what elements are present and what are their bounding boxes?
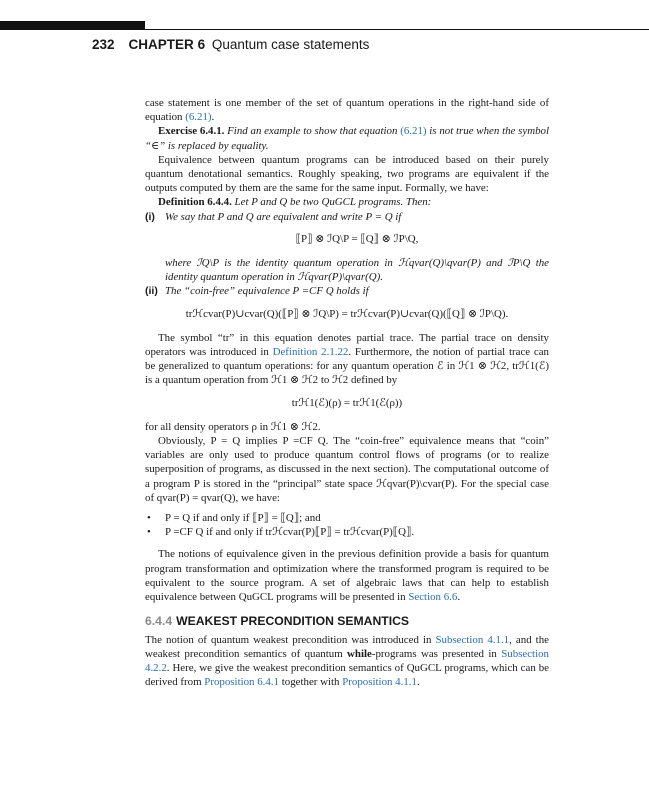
equation-partial-trace: trℋ1(ℰ)(ρ) = trℋ1(ℰ(ρ)) — [291, 396, 403, 409]
equation-link[interactable]: (6.21) — [400, 125, 427, 138]
paragraph-partial-trace: The symbol “tr” in this equation denotes partial trace. The partial trace on density operators was introduced in Definition 2.1.22. Furthermore, the notion of partial trace can be generalized to quantum operations: for any quantum operation ℰ in ℋ1 ⊗ ℋ2, trℋ1(ℰ) is a quantum operation from ℋ1 ⊗ ℋ2 to ℋ2 defined by — [145, 331, 549, 387]
bullet-item: • P = Q if and only if ⟦P⟧ = ⟦Q⟧; and — [147, 512, 321, 525]
chapter-number: 6 — [197, 37, 206, 52]
bullet-item: • P =CF Q if and only if trℋcvar(P)⟦P⟧ = trℋcvar(P)⟦Q⟧. — [147, 526, 415, 539]
equation-equivalence: ⟦P⟧ ⊗ ℐQ\P = ⟦Q⟧ ⊗ ℐP\Q, — [295, 232, 419, 245]
equation-link[interactable]: (6.21) — [185, 111, 212, 124]
page-body — [145, 96, 549, 689]
definition-item-ii: (ii) The “coin-free” equivalence P =CF Q holds if — [145, 285, 369, 298]
exercise-label: Exercise 6.4.1. — [158, 125, 225, 138]
definition: Definition 6.4.4. Let P and Q be two QuGCL programs. Then: — [158, 196, 432, 209]
item-marker: (i) — [145, 210, 155, 223]
paragraph-weakest-precondition: The notion of quantum weakest precondition was introduced in Subsection 4.1.1, and the weakest precondition semantics of quantum while-programs was presented in Subsection 4.2.2. Here, we give the weakest precondition semantics of QuGCL programs, which can be derived from Proposition 6.4.1 together with Proposition 4.1.1. — [145, 633, 549, 689]
subsection-link[interactable]: Subsection 4.2.2 — [145, 647, 549, 674]
chapter-title: Quantum case statements — [211, 37, 370, 52]
page-number: 232 — [92, 37, 115, 52]
running-header — [92, 37, 369, 52]
paragraph-density-operators: for all density operators ρ in ℋ1 ⊗ ℋ2. — [145, 420, 321, 433]
paragraph-equivalence: Equivalence between quantum programs can be introduced based on their purely quantum denotational semantics. Roughly speaking, two programs are equivalent if the outputs computed by them are the same for the same input. Formally, we have: — [145, 153, 549, 195]
paragraph-transformation: The notions of equivalence given in the previous definition provide a basis for quantum program transformation and optimization where the transformed program is required to be equivalent to the source program. A set of algebraic laws that can help to establish equivalence between QuGCL programs will be presented in Section 6.6. — [145, 548, 549, 604]
exercise: Exercise 6.4.1. Find an example to show that equation (6.21) is not true when the symbol “∈” is replaced by equality. — [145, 125, 549, 152]
definition-link[interactable]: Definition 2.1.22 — [272, 346, 349, 359]
definition-label: Definition 6.4.4. — [158, 196, 232, 209]
equation-coin-free: trℋcvar(P)∪cvar(Q)(⟦P⟧ ⊗ ℐQ\P) = trℋcvar(P)∪cvar(Q)(⟦Q⟧ ⊗ ℐP\Q). — [185, 307, 509, 320]
proposition-link[interactable]: Proposition 6.4.1 — [204, 676, 280, 689]
definition-item-i: (i) We say that P and Q are equivalent and write P = Q if ⟦P⟧ ⊗ ℐQ\P = ⟦Q⟧ ⊗ ℐP\Q, where ℐQ\P is the identity quantum operation in ℋqvar(Q)\qvar(P) and ℐP\Q the identity quantum operation in ℋqvar(P)\qvar(Q). — [145, 210, 549, 284]
item-marker: (ii) — [145, 285, 158, 298]
section-link[interactable]: Section 6.6 — [408, 591, 458, 604]
paragraph-case-statement: case statement is one member of the set of quantum operations in the right-hand side of equation (6.21). — [145, 97, 549, 124]
section-heading — [145, 614, 549, 628]
paragraph-coin-free: Obviously, P = Q implies P =CF Q. The “coin-free” equivalence means that “coin” variables are only used to produce quantum control flows of programs (or to realize superposition of programs, as discussed in the next section). The computational outcome of a program P is stored in the “principal” state space ℋqvar(P)\cvar(P). For the special case of qvar(P) = qvar(Q), we have: — [145, 435, 549, 504]
section-number: 6.4.4 — [145, 614, 173, 629]
item-where-clause: where ℐQ\P is the identity quantum operation in ℋqvar(Q)\qvar(P) and ℐP\Q the identity quantum operation in ℋqvar(P)\qvar(Q). — [165, 257, 549, 284]
equivalence-bullets — [145, 511, 549, 539]
chapter-label: CHAPTER — [128, 37, 194, 52]
proposition-link[interactable]: Proposition 4.1.1 — [342, 676, 417, 689]
section-title: WEAKEST PRECONDITION SEMANTICS — [176, 614, 410, 629]
header-rule — [0, 29, 649, 30]
subsection-link[interactable]: Subsection 4.1.1 — [435, 633, 510, 646]
